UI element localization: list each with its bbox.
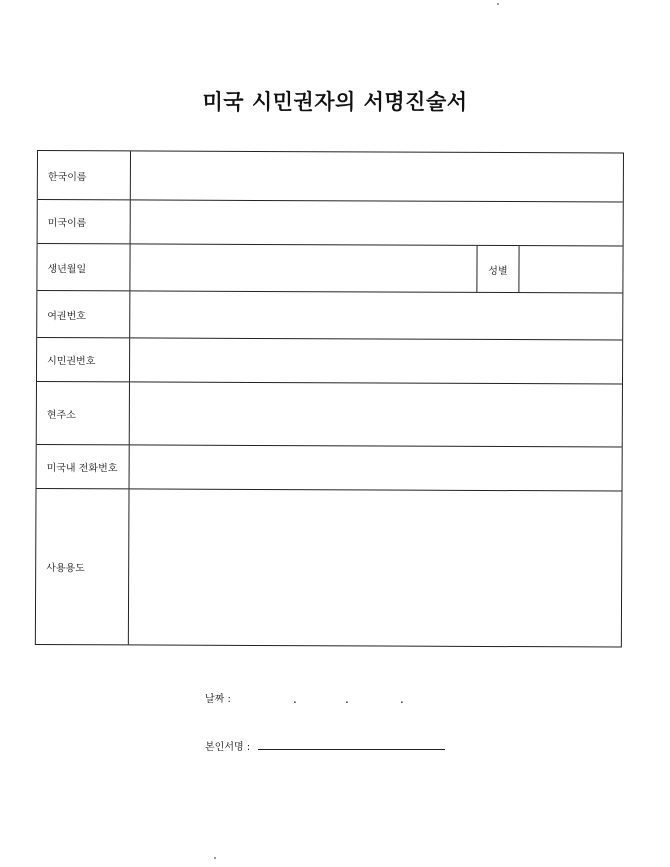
signature-line[interactable]: [258, 749, 445, 750]
field-us-phone[interactable]: [130, 445, 622, 490]
date-label: 날짜 :: [205, 694, 231, 705]
field-korean-name[interactable]: [131, 151, 623, 201]
row-address: [37, 381, 622, 447]
field-address[interactable]: [130, 382, 622, 446]
date-separator: .: [400, 692, 404, 706]
row-us-name: [38, 199, 623, 246]
label-passport-no: 여권번호: [37, 291, 130, 337]
field-citizenship-no[interactable]: [130, 338, 622, 383]
label-us-name: 미국이름: [38, 200, 131, 243]
document-title: 미국 시민권자의 서명진술서: [202, 90, 468, 114]
date-separator: .: [293, 692, 297, 706]
row-us-phone: [37, 444, 622, 491]
date-separator: .: [345, 692, 349, 706]
scan-speck: [214, 857, 216, 859]
label-gender: 성별: [476, 246, 519, 292]
row-korean-name: [38, 151, 623, 202]
field-us-name[interactable]: [131, 200, 623, 245]
row-citizenship-no: [37, 337, 622, 384]
signature-label: 본인서명 :: [205, 742, 251, 753]
field-birth-date[interactable]: [130, 244, 476, 292]
label-purpose: 사용용도: [36, 489, 130, 644]
statement-form: [35, 150, 624, 648]
row-purpose: [36, 488, 622, 647]
field-purpose[interactable]: [129, 489, 622, 646]
label-us-phone: 미국내 전화번호: [37, 445, 130, 488]
row-passport-no: [37, 290, 622, 340]
field-passport-no[interactable]: [130, 291, 622, 339]
label-birth-date: 생년월일: [37, 244, 130, 290]
scan-speck: [497, 3, 499, 5]
label-citizenship-no: 시민권번호: [37, 338, 130, 381]
label-address: 현주소: [37, 382, 130, 444]
field-gender[interactable]: [519, 246, 622, 292]
label-korean-name: 한국이름: [38, 151, 131, 199]
row-birth-date: [37, 243, 622, 293]
